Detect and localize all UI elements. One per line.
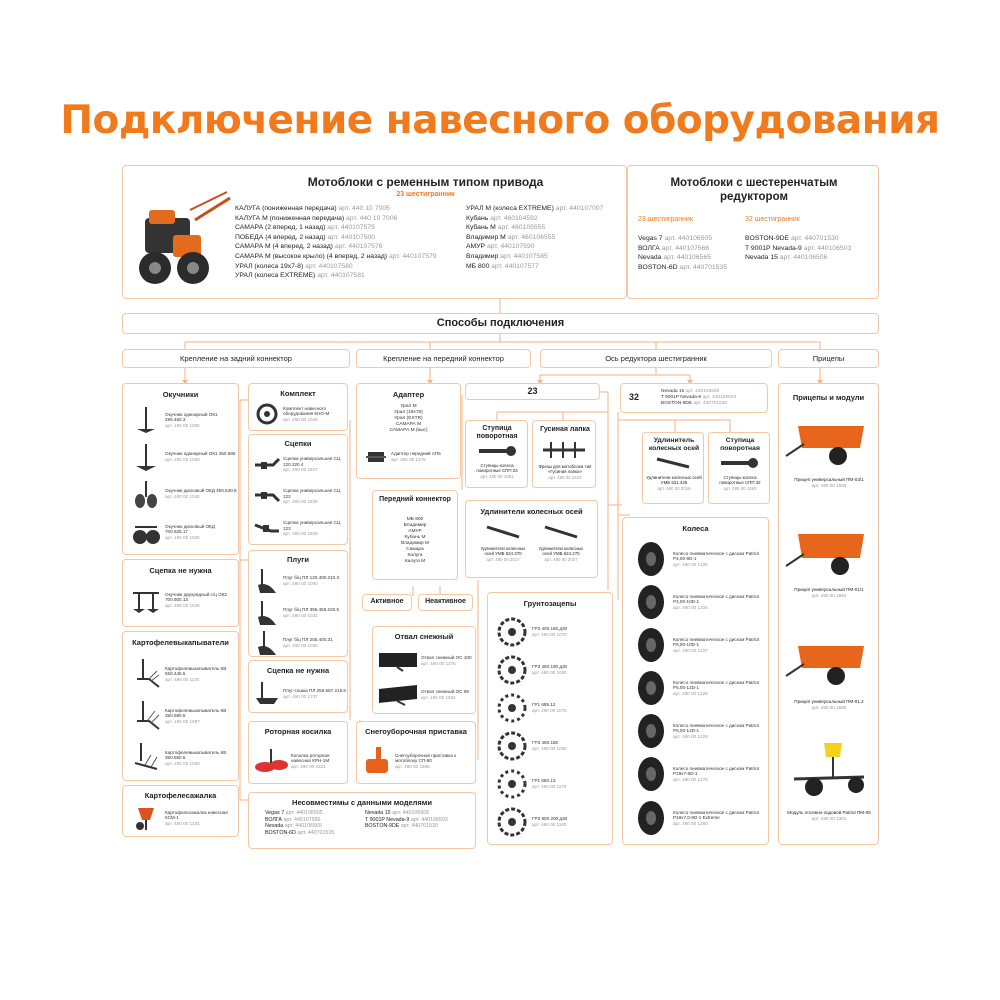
model-name: САМАРА М [395,422,422,427]
hub-icon [477,443,517,459]
plows-box: Плуги Плуг б/ц ПЛ 120.400.210.3 арт. 490 00 1000 Плуг б/ц ПЛ 355.455.220.5 арт. 490 00 1031 Плуг б/ц ПЛ 255.400.31 арт. 490 00 1030 [248,550,348,657]
model-line: ПОБЕДА (4 вперед, 2 назад) арт. 440107500 [235,233,376,241]
product-item: Комплект навесного оборудования КНО-М арт. 490 00 1045 [251,399,347,429]
product-item: Окучник дисковый ОКД 700.625.17 арт. 490 00 1035 [127,514,237,550]
wheel-icon [636,626,666,664]
product-item: Картофелевыкапыватель КВ 360.550.5 арт. 490 00 1060 [127,738,237,778]
product-item: ГРЗ 900.200.д30 арт. 490 00 1180 [492,803,610,841]
product-item: Сцепка универсальная СЦ 120.320.4 арт. 490 00 1837 [251,449,347,480]
hiller-icon [131,405,161,435]
wheel-icon [636,755,666,793]
axle-extender-icon [653,455,693,471]
model-line: Nevada 15 арт. 440106506 [745,254,828,262]
kit-icon [253,402,281,426]
gear-header: Мотоблоки с шестеренчатым редуктором [670,177,838,203]
belt-models-left [235,204,437,281]
disc-hiller-icon [131,517,161,547]
product-item: Картофелевыкапыватель КВ 550.445.5 арт. 490 00 1130 [127,654,237,694]
hex32-box: 32 Nevada 15 арт. 440106506 T 9001P Nevada-9 арт. 440106503 BOSTON-9DE арт. 440701530 [620,383,768,413]
potato-planter-box: Картофелесажалка Картофелесажалка навесная КСМ-1 арт. 490 00 1234 [122,785,239,837]
product-item: ГРЗ 460.190.д30 арт. 490 00 1080 [492,651,610,689]
product-item: Колесо пневматическое с диском Patriot P4,00-8D-1 арт. 490 00 1225 [629,538,767,580]
hitch-icon [253,519,281,539]
model-line: КАЛУГА (пониженная передача) арт. 440 10 7005 [235,205,390,212]
model-line: КАЛУГА М (пониженная передача) арт. 440 10 7006 [235,214,398,222]
trailer-icon [784,412,874,472]
product-item: Отвал снежный ОС 99 арт. 490 00 1652 [375,679,475,711]
model-name: Самара [406,547,424,552]
model-line: Nevada 15 арт. 440106506 [365,810,430,816]
model-line: Vegas 7 арт. 440106505 [265,810,323,816]
product-item: ГРЗ 460.180 арт. 490 00 1085 [492,727,610,765]
wheel-icon [636,669,666,707]
tiller-icon [135,180,235,290]
model-name: САМАРА М (выс) [389,428,428,433]
plow-icon [254,629,280,657]
inactive-label: Неактивное [418,594,473,611]
wheel-icon [636,712,666,750]
product-item: Колесо пневматическое с диском Patriot P5,00-10D-1 арт. 490 00 1227 [629,624,767,666]
potato-digger-box: Картофелевыкапыватели Картофелевыкапыватель КВ 550.445.5 арт. 490 00 1130 Картофелевыкапыватель КВ 350.590.5 арт. 490 00 1087 Картофелевыкапыватель КВ 360.550.5 арт. 490 00 1060 [122,631,239,781]
model-name: Урал (EXTR) [394,416,423,421]
axle-extender-32-box: Удлинитель колесных осей Удлинители колесных осей УМБ 531.425 арт. 490 00 2018 [642,432,704,504]
gear-col32-label: 32 шестигранник [745,216,800,223]
snow-blade-box: Отвал снежный Отвал снежный ОС 100 арт. 490 00 1376 Отвал снежный ОС 99 арт. 490 00 1652 [372,626,476,714]
product-item: Колесо пневматическое с диском Patriot P19x7,0-8D-1 Extreme арт. 490 00 1260 [629,796,767,840]
digger-icon [131,741,161,775]
hiller-icon [131,442,161,472]
disc-hiller-icon [131,479,161,509]
wheel-icon [636,583,666,621]
model-line: УРАЛ М (колеса EXTREME) арт. 440107007 [466,205,604,212]
model-line: ВОЛГА арт. 440107566 [265,816,321,823]
snow-blade-icon [377,649,419,673]
model-name: Калуга [407,553,423,558]
product-item: Плуг б/ц ПЛ 120.400.210.3 арт. 490 00 1000 [251,565,347,596]
goosefoot-box: Гусиная лапка Фрезы для мотоблока тип «Гусиная лапка» арт. 490 02 2222 [532,420,596,488]
model-line: BOSTON-9DE арт. 440701530 [365,823,438,829]
hex23-label: 23 [465,383,600,400]
trailers-label: Прицепы [778,349,879,368]
hub-23-box: Ступица поворотная Ступицы колеса поворотные СПП 23 арт. 490 00 1691 [465,420,528,488]
double-hiller-icon [129,585,163,615]
model-line: Кубань арт. 460104592 [466,214,538,222]
product-item: Модуль посевно-ходовой Patriot ПМ-05 арт. 490 00 1381 [781,739,877,821]
model-name: Урал М [400,404,417,409]
model-name: Владимир М [400,541,430,546]
trailers-box: Прицепы и модули Прицеп универсальный ПМ-03/1 арт. 490 00 1666 Прицеп универсальный ПМ-01/1 арт. 490 00 1664 Прицеп универсальный ПМ-01.2 арт. 490 00 1665 Модуль посевно-ходовой Patriot ПМ-05 арт. 490 00 1381 [778,383,879,845]
product-item: Плуг б/ц ПЛ 255.400.31 арт. 490 00 1030 [251,628,347,658]
model-line: САМАРА М (высокое крыло) (4 вперед, 2 назад) арт. 440107579 [235,252,437,260]
front-connector-label: Крепление на передний коннектор [356,349,531,368]
belt-panel [122,165,627,299]
snow-blower-icon [362,745,392,777]
model-line: Vegas 7 арт. 440106505 [638,235,713,242]
kit-box: Комплект Комплект навесного оборудования КНО-М арт. 490 00 1045 [248,383,348,431]
product-item: ГРЗ 400.180.д30 арт. 490 00 1070 [492,613,610,651]
model-line: BOSTON-6D арт. 440701535 [265,829,335,836]
product-item: Окучник одинарный ОК1 295.450.3 арт. 490 00 1055 [127,402,237,438]
plow-icon [254,567,280,595]
product-item: Плуг б/ц ПЛ 355.455.220.5 арт. 490 00 1031 [251,597,347,628]
belt-header: Мотоблоки с ременным типом привода [307,175,544,189]
okuchniki-box: Окучники Окучник одинарный ОК1 295.450.3 арт. 490 00 1055 Окучник одинарный ОК1 350.585 арт. 490 00 1050 Окучник дисковый ОКД 450.630.9 арт. 490 00 1040 Окучник дисковый ОКД 700.625.17 арт. 490 00 1035 [122,383,239,555]
model-line: Nevada арт. 440106565 [265,823,322,829]
seed-module-icon [784,739,874,805]
gear-col23-list [638,234,727,272]
axle-label: Ось редуктора шестигранник [540,349,772,368]
product-item: Прицеп универсальный ПМ-01/1 арт. 490 00 1664 [781,522,877,598]
hub-icon [719,455,759,471]
product-item: Прицеп универсальный ПМ-01.2 арт. 490 00 1665 [781,634,877,710]
snow-blower-box: Снегоуборочная приставка Снегоуборочная приставка к мотоблоку СП-60 арт. 490 00 1656 [356,721,476,784]
model-line: Кубань М арт. 460105555 [466,224,546,232]
gear-col23-label: 23 шестигранник [638,216,693,223]
model-line: УРАЛ (колеса EXTREME) арт. 440107581 [235,272,365,280]
page-title: Подключение навесного оборудования [60,98,940,143]
lug-wheel-icon [496,616,528,648]
digger-icon [131,699,161,733]
model-line: МБ 800 арт. 440107577 [466,262,539,270]
trailer-icon [784,634,874,694]
methods-header: Способы подключения [436,317,565,329]
rear-connector-label: Крепление на задний коннектор [122,349,350,368]
model-line: T 9001P Nevada-9 арт. 440106503 [745,244,852,252]
model-line: T 9001P Nevada-9 арт. 440106503 [661,395,737,400]
model-line: САМАРА (2 вперед, 1 назад) арт. 440107575 [235,224,375,232]
belt-models-right [466,204,603,271]
model-line: Nevada 15 арт. 440106506 [661,389,720,394]
product-item: Колесо пневматическое с диском Patriot P5,00-12D-1 арт. 490 00 1228 [629,667,767,709]
model-line: BOSTON-9DE арт. 440701530 [745,235,839,242]
product-item: Косилка роторная навесная КРН-1М арт. 490 00 4321 [251,740,347,782]
gear-col32-list [745,234,851,263]
product-item: Окучник дисковый ОКД 450.630.9 арт. 490 00 1040 [127,476,237,512]
mower-icon [253,745,289,777]
model-line: BOSTON-9DE арт. 440701530 [661,401,728,406]
model-line: T 9001P Nevada-9 арт. 440106503 [365,816,448,823]
lug-wheel-icon [496,768,528,800]
lugs-box: Грунтозацепы ГРЗ 400.180.д30 арт. 490 00 1070 ГРЗ 460.190.д30 арт. 490 00 1080 ГР1 685.12 арт. 490 00 1075 ГРЗ 460.180 арт. 490 00 1085 ГР1 680.13 арт. 490 00 1175 ГРЗ 900.200.д30 арт. 490 00 1180 [487,592,613,845]
adapter-icon [364,446,388,468]
methods-bar [122,313,879,334]
model-name: Калуга М [404,559,426,564]
product-item: Адаптер передний АП5 арт. 490 00 1376 [361,442,459,472]
incompatible-box: Несовместимы с данными моделями Vegas 7 арт. 440106505 ВОЛГА арт. 440107566 Nevada арт. 440106565 BOSTON-6D арт. 440701535 Nevada 15 арт. 440106506 T 9001P Nevada-9 арт. 440106503 BOSTON-9DE арт. 440701530 [248,792,476,849]
hub-32-box: Ступица поворотная Ступицы колеса поворотные СПП 32 арт. 490 00 1663 [708,432,770,504]
belt-subheader: 23 шестигранник [396,191,455,198]
model-line: УРАЛ (колеса 19х7-8) арт. 440107580 [235,262,353,270]
model-line: Nevada арт. 440106565 [638,254,711,262]
no-hitch-box-1: Сцепка не нужна Окучник двухрядный с/ц ОК2 700.500.13 арт. 490 00 1045 [122,559,239,627]
wheel-icon [636,540,666,578]
lug-wheel-icon [496,692,528,724]
trailer-icon [784,522,874,582]
model-line: АМУР арт. 440107590 [466,243,535,251]
model-name: Владимир [403,523,427,528]
cutter-icon [541,438,587,462]
product-item: Отвал снежный ОС 100 арт. 490 00 1376 [375,645,475,677]
model-name: АМУР [408,529,422,534]
axle-extender-icon [541,523,581,541]
model-name: Кубань М [404,535,426,540]
active-label: Активное [362,594,412,611]
adapter-box: Адаптер Урал М Урал (19х78) Урал (EXTR) САМАРА М САМАРА М (выс) Адаптер передний АП5 арт. 490 00 1376 [356,383,461,479]
product-item: Колесо пневматическое с диском Patriot P4,00-10D-1 арт. 490 00 1226 [629,581,767,623]
hitch-icon [253,487,281,507]
product-item: ГР1 685.12 арт. 490 00 1075 [492,689,610,727]
model-name: МБ 800 [406,517,424,522]
digger-icon [131,657,161,691]
snow-blade-icon [377,683,419,707]
product-item: Окучник двухрядный с/ц ОК2 700.500.13 арт. 490 00 1045 [127,580,237,620]
gear-panel [627,165,879,299]
plow-icon [254,680,280,708]
plow-icon [254,599,280,627]
lug-wheel-icon [496,806,528,838]
front-connector-box: Передний коннектор МБ 800 Владимир АМУР Кубань М Владимир М Самара Калуга Калуга М [372,490,458,580]
no-hitch-box-2: Сцепка не нужна Плуг-сошка ПЛ 255.587.215.6 арт. 490 00 1737 [248,660,348,713]
product-item: Окучник одинарный ОК1 350.585 арт. 490 00 1050 [127,439,237,475]
tiller-image [135,180,235,290]
mower-box: Роторная косилка Косилка роторная навесная КРН-1М арт. 490 00 4321 [248,721,348,784]
wheels-box: Колеса Колесо пневматическое с диском Patriot P4,00-8D-1 арт. 490 00 1225 Колесо пневматическое с диском Patriot P4,00-10D-1 арт. 490 00 1226 Колесо пневматическое с диском Patriot P5,00-10D-1 арт. 490 00 1227 Колесо пневматическое с диском Patriot P5,00-12D-1 арт. 490 00 1228 Колесо пневматическое с диском Patriot P6,00-12D-1 арт. 490 00 1229 Колесо пневматическое с диском Patriot P19x7-8D-1 арт. 490 00 1276 Колесо пневматическое с диском Patriot P19x7,0-8D-1 Extreme арт. 490 00 1260 [622,517,769,845]
axle-extenders-box: Удлинители колесных осей Удлинители колесных осей УМБ 524.370 арт. 490 00 2017 Удлинители колесных осей УМБ 524.270 арт. 490 00 2027 [465,500,598,578]
model-line: Владимир М арт. 460106555 [466,233,556,241]
planter-icon [132,804,160,832]
hitches-box: Сцепки Сцепка универсальная СЦ 120.320.4 арт. 490 00 1837 Сцепка универсальная СЦ 122 арт. 490 00 1838 Сцепка универсальная СЦ 123 арт. 490 00 1839 [248,434,348,545]
model-line: Владимир арт. 440107585 [466,252,548,260]
product-item: Снегоуборочная приставка к мотоблоку СП-60 арт. 490 00 1656 [359,740,475,782]
model-name: Урал (19х78) [394,410,423,415]
wheel-icon [636,799,666,837]
product-item: Колесо пневматическое с диском Patriot P6,00-12D-1 арт. 490 00 1229 [629,710,767,752]
axle-extender-icon [483,523,523,541]
product-item: Картофелевыкапыватель КВ 350.590.5 арт. 490 00 1087 [127,696,237,736]
model-line: ВОЛГА арт. 440107566 [638,244,710,252]
product-item: Колесо пневматическое с диском Patriot P19x7-8D-1 арт. 490 00 1276 [629,753,767,795]
model-line: САМАРА М (4 вперед, 2 назад) арт. 440107576 [235,243,383,251]
product-item: ГР1 680.13 арт. 490 00 1175 [492,765,610,803]
model-line: BOSTON-6D арт. 440701535 [638,263,727,271]
product-item: Картофелесажалка навесная КСМ-1 арт. 490 00 1234 [127,802,237,834]
product-item: Плуг-сошка ПЛ 255.587.215.6 арт. 490 00 1737 [251,677,347,711]
lug-wheel-icon [496,730,528,762]
product-item: Сцепка универсальная СЦ 123 арт. 490 00 1839 [251,513,347,544]
hitch-icon [253,455,281,475]
product-item: Прицеп универсальный ПМ-03/1 арт. 490 00 1666 [781,412,877,488]
lug-wheel-icon [496,654,528,686]
product-item: Сцепка универсальная СЦ 122 арт. 490 00 1838 [251,481,347,512]
